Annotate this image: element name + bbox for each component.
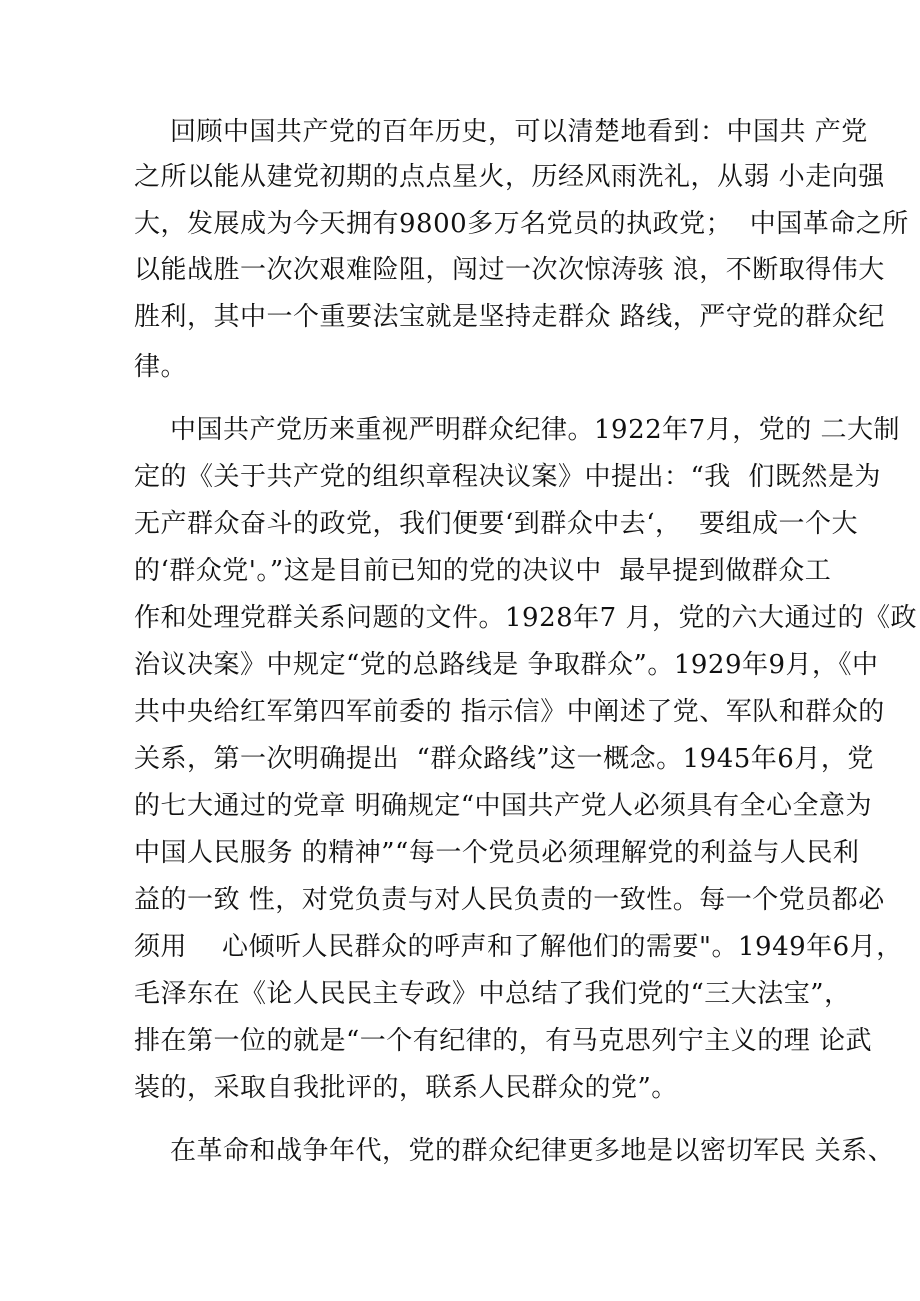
text-line: 排在第一位的就是“一个有纪律的，有马克思列宁主义的理 论武 — [134, 1026, 873, 1056]
text-line: 毛泽东在《论人民民主专政》中总结了我们党的“三大法宝”， — [134, 979, 851, 1009]
text-line: 的‘群众党'。”这是目前已知的党的决议中 最早提到做群众工 — [134, 556, 832, 586]
text-line: 定的《关于共产党的组织章程决议案》中提出：“我 们既然是为 — [134, 462, 881, 492]
text-line: 中国共产党历来重视严明群众纪律。1922年7月，党的 二大制 — [170, 415, 900, 445]
text-line: 作和处理党群关系问题的文件。1928年7 月，党的六大通过的《政 — [134, 603, 917, 633]
text-line: 中国人民服务 的精神”“每一个党员必须理解党的利益与人民利 — [134, 838, 860, 868]
text-line: 以能战胜一次次艰难险阻，闯过一次次惊涛骇 浪，不断取得伟大 — [134, 255, 885, 285]
text-line: 回顾中国共产党的百年历史，可以清楚地看到：中国共 产党 — [170, 117, 868, 147]
text-line: 之所以能从建党初期的点点星火，历经风雨洗礼，从弱 小走向强 — [134, 162, 885, 192]
text-line: 关系，第一次明确提出 “群众路线”这一概念。1945年6月，党 — [134, 744, 874, 774]
text-line: 无产群众奋斗的政党，我们便要‘到群众中去‘， 要组成一个大 — [134, 509, 859, 539]
text-line: 大，发展成为今天拥有9800多万名党员的执政党； 中国革命之所 — [134, 209, 909, 239]
text-line: 胜利，其中一个重要法宝就是坚持走群众 路线，严守党的群众纪 — [134, 302, 885, 332]
text-line: 须用 心倾听人民群众的呼声和了解他们的需要"。1949年6月， — [134, 932, 903, 962]
text-line: 的七大通过的党章 明确规定“中国共产党人必须具有全心全意为 — [134, 791, 873, 821]
text-line: 益的一致 性，对党负责与对人民负责的一致性。每一个党员都必 — [134, 885, 885, 915]
text-line: 装的，采取自我批评的，联系人民群众的党”。 — [134, 1073, 678, 1103]
text-line: 律。 — [134, 352, 188, 382]
text-line: 在革命和战争年代，党的群众纪律更多地是以密切军民 关系、 — [170, 1136, 895, 1166]
text-line: 共中央给红军第四军前委的 指示信》中阐述了党、军队和群众的 — [134, 697, 885, 727]
text-line: 治议决案》中规定“党的总路线是 争取群众”。1929年9月，《中 — [134, 650, 879, 680]
